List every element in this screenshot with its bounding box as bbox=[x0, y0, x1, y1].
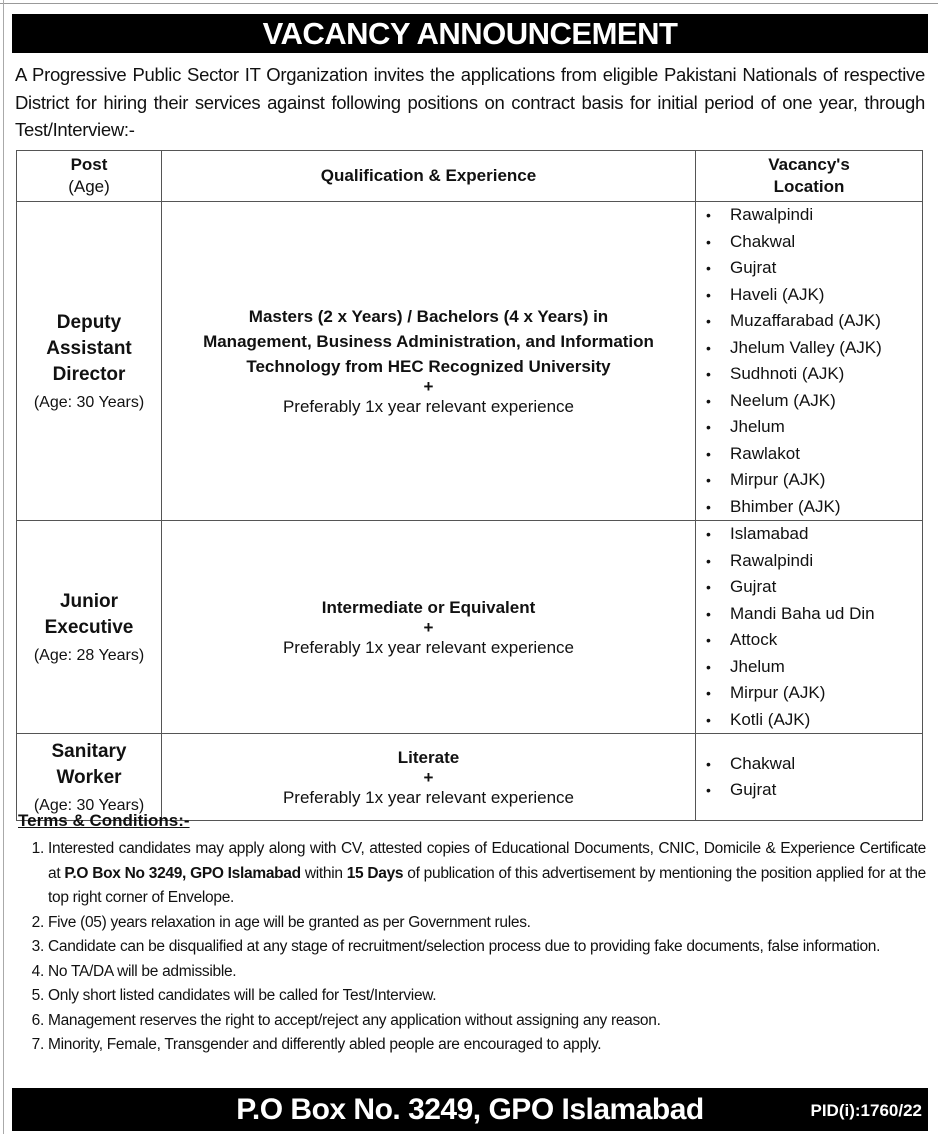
post-title-line: Executive bbox=[44, 617, 134, 638]
top-border bbox=[0, 0, 938, 4]
term-item: 4. No TA/DA will be admissible. bbox=[48, 960, 926, 985]
post-age: (Age: 30 Years) bbox=[33, 394, 145, 411]
header-location-line1: Vacancy's bbox=[768, 155, 850, 174]
location-item: • Mandi Baha ud Din bbox=[706, 601, 922, 628]
experience-text: Preferably 1x year relevant experience bbox=[282, 637, 575, 657]
experience-text: Preferably 1x year relevant experience bbox=[282, 787, 575, 807]
footer-pid: PID(i):1760/22 bbox=[810, 1101, 922, 1120]
experience-text: Preferably 1x year relevant experience bbox=[282, 396, 575, 416]
qualification-line: Masters (2 x Years) / Bachelors (4 x Years) in bbox=[248, 306, 609, 326]
term-item: 6. Management reserves the right to accept/reject any application without assigning any reason. bbox=[48, 1009, 926, 1034]
location-item: • Haveli (AJK) bbox=[706, 282, 922, 309]
location-item: • Gujrat bbox=[706, 255, 922, 282]
location-item: • Rawalpindi bbox=[706, 202, 922, 229]
post-title-line: Assistant bbox=[46, 338, 132, 359]
term-item: 2. Five (05) years relaxation in age will be granted as per Government rules. bbox=[48, 911, 926, 936]
location-list bbox=[696, 202, 922, 520]
location-item: • Bhimber (AJK) bbox=[706, 494, 922, 521]
post-title bbox=[17, 589, 161, 641]
term-item: 3. Candidate can be disqualified at any stage of recruitment/selection process due to providing fake documents, false information. bbox=[48, 935, 926, 960]
post-title bbox=[17, 739, 161, 791]
post-title-line: Worker bbox=[56, 767, 122, 788]
left-border bbox=[3, 0, 4, 1134]
location-item: • Attock bbox=[706, 627, 922, 654]
page-title: VACANCY ANNOUNCEMENT bbox=[12, 14, 928, 53]
location-item: • Chakwal bbox=[706, 751, 922, 778]
header-post-label: Post bbox=[70, 155, 108, 174]
terms-heading: Terms & Conditions:- bbox=[18, 811, 190, 830]
location-item: • Jhelum bbox=[706, 654, 922, 681]
location-list bbox=[696, 751, 922, 804]
vacancy-table bbox=[16, 150, 923, 821]
location-item: • Jhelum Valley (AJK) bbox=[706, 335, 922, 362]
location-item: • Mirpur (AJK) bbox=[706, 680, 922, 707]
term1-text-a: Interested candidates may apply along with CV, attested copies of Educational Documents, CNIC, Domicile & Experience Certificate at bbox=[48, 840, 926, 882]
location-item: • Kotli (AJK) bbox=[706, 707, 922, 734]
footer-bar bbox=[12, 1088, 928, 1131]
location-item: • Gujrat bbox=[706, 777, 922, 804]
header-location-line2: Location bbox=[773, 177, 845, 196]
post-age: (Age: 28 Years) bbox=[33, 647, 145, 664]
header-location bbox=[696, 151, 923, 202]
table-row bbox=[17, 202, 923, 521]
location-cell bbox=[696, 734, 923, 821]
qualification-line: Intermediate or Equivalent bbox=[321, 597, 536, 617]
qualification-line: Management, Business Administration, and Information bbox=[203, 331, 654, 351]
qualification-line: Literate bbox=[397, 747, 460, 767]
location-list bbox=[696, 521, 922, 733]
location-item: • Chakwal bbox=[706, 229, 922, 256]
footer-address: P.O Box No. 3249, GPO Islamabad bbox=[236, 1093, 704, 1126]
term-item: 7. Minority, Female, Transgender and differently abled people are encouraged to apply. bbox=[48, 1033, 926, 1058]
intro-paragraph: A Progressive Public Sector IT Organization invites the applications from eligible Pakistani Nationals of respective District for hiring their services against following positions on contract basis for initial period of one year, through Test/Interview:- bbox=[15, 64, 925, 140]
post-title-line: Deputy bbox=[56, 312, 122, 333]
post-cell bbox=[17, 521, 162, 734]
term-item: 5. Only short listed candidates will be called for Test/Interview. bbox=[48, 984, 926, 1009]
qualification-line: Technology from HEC Recognized University bbox=[246, 356, 611, 376]
table-header-row bbox=[17, 151, 923, 202]
qualification-cell bbox=[162, 521, 696, 734]
location-cell bbox=[696, 202, 923, 521]
location-item: • Jhelum bbox=[706, 414, 922, 441]
location-cell bbox=[696, 521, 923, 734]
term1-text-e: of publication of this advertisement by mentioning the position applied for at the top right corner of Envelope. bbox=[48, 864, 926, 906]
location-item: • Rawlakot bbox=[706, 441, 922, 468]
header-post bbox=[17, 151, 162, 202]
header-qualification: Qualification & Experience bbox=[162, 151, 696, 202]
post-title-line: Director bbox=[52, 364, 126, 385]
location-item: • Neelum (AJK) bbox=[706, 388, 922, 415]
plus-sign: + bbox=[423, 617, 434, 637]
location-item: • Rawalpindi bbox=[706, 548, 922, 575]
post-cell bbox=[17, 734, 162, 821]
location-item: • Sudhnoti (AJK) bbox=[706, 361, 922, 388]
post-cell bbox=[17, 202, 162, 521]
post-age: (Age: 30 Years) bbox=[33, 797, 145, 814]
qualification-cell bbox=[162, 202, 696, 521]
term1-address: P.O Box No 3249, GPO Islamabad bbox=[64, 864, 301, 882]
term1-deadline: 15 Days bbox=[346, 864, 404, 882]
plus-sign: + bbox=[423, 767, 434, 787]
post-title bbox=[17, 310, 161, 388]
header-age-label: (Age) bbox=[68, 177, 110, 196]
table-row bbox=[17, 734, 923, 821]
location-item: • Mirpur (AJK) bbox=[706, 467, 922, 494]
location-item: • Islamabad bbox=[706, 521, 922, 548]
terms-section bbox=[18, 811, 926, 1058]
location-item: • Muzaffarabad (AJK) bbox=[706, 308, 922, 335]
location-item: • Gujrat bbox=[706, 574, 922, 601]
term1-text-c: within bbox=[300, 864, 347, 882]
qualification-cell bbox=[162, 734, 696, 821]
terms-list bbox=[18, 837, 926, 1058]
post-title-line: Junior bbox=[59, 591, 119, 612]
table-row bbox=[17, 521, 923, 734]
post-title-line: Sanitary bbox=[51, 741, 127, 762]
plus-sign: + bbox=[423, 376, 434, 396]
term-item bbox=[48, 837, 926, 911]
